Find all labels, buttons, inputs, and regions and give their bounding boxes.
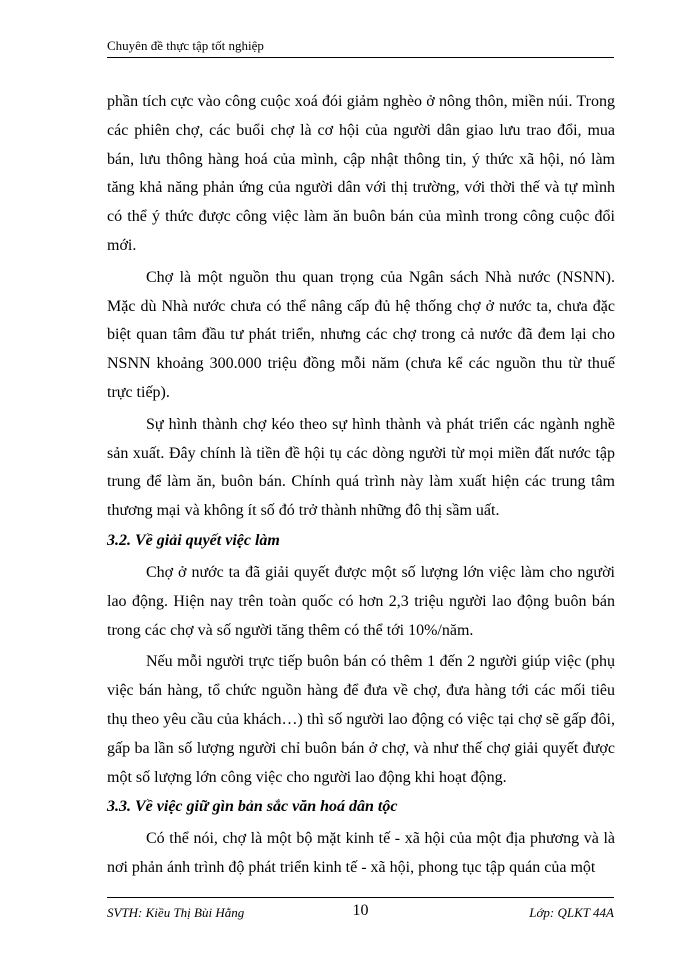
page-footer bbox=[107, 897, 614, 926]
paragraph: Chợ là một nguồn thu quan trọng của Ngân sách Nhà nước (NSNN). Mặc dù Nhà nước chưa có thể nâng cấp đủ hệ thống chợ ở nước ta, chưa đặc biệt quan tâm đầu tư phát triển, nhưng các chợ trong cả nước đã đem lại cho NSNN khoảng 300.000 triệu đồng mỗi năm (chưa kể các nguồn thu từ thuế trực tiếp). bbox=[107, 268, 615, 401]
footer-student: SVTH: Kiều Thị Bùi Hằng bbox=[107, 905, 245, 920]
paragraph: Nếu mỗi người trực tiếp buôn bán có thêm 1 đến 2 người giúp việc (phụ việc bán hàng, tổ chức nguồn hàng để đưa về chợ, đưa hàng tới các mối tiêu thụ theo yêu cầu của khách…) thì số người lao động có việc tại chợ sẽ gấp đôi, gấp ba lần số lượng người chỉ buôn bán ở chợ, và như thế chợ giải quyết được một số lượng lớn công việc cho người lao động khi hoạt động. bbox=[107, 653, 615, 786]
paragraph: Chợ ở nước ta đã giải quyết được một số lượng lớn việc làm cho người lao động. Hiện nay trên toàn quốc có hơn 2,3 triệu người lao động buôn bán trong các chợ và số người tăng thêm có thể tới 10%/năm. bbox=[107, 563, 615, 639]
paragraph: phần tích cực vào công cuộc xoá đói giảm nghèo ở nông thôn, miền núi. Trong các phiên chợ, các buổi chợ là cơ hội của người dân giao lưu trao đổi, mua bán, lưu thông hàng hoá của mình, cập nhật thông tin, ý thức xã hội, nó làm tăng khả năng phản ứng của người dân với thị trường, với thời thế và tự mình có thể ý thức được công việc làm ăn buôn bán của mình trong công cuộc đổi mới. bbox=[107, 93, 615, 254]
page-number: 10 bbox=[352, 902, 369, 919]
footer-class: Lớp: QLKT 44A bbox=[529, 905, 614, 920]
paragraph: Có thể nói, chợ là một bộ mặt kinh tế - xã hội của một địa phương và là nơi phản ánh trình độ phát triển kinh tế - xã hội, phong tục tập quán của một bbox=[107, 830, 615, 877]
section-heading-3-3: 3.3. Về việc giữ gìn bản sắc văn hoá dân tộc bbox=[107, 798, 398, 816]
page-header bbox=[107, 38, 614, 58]
header-title: Chuyên đề thực tập tốt nghiệp bbox=[107, 38, 264, 53]
paragraph: Sự hình thành chợ kéo theo sự hình thành và phát triển các ngành nghề sản xuất. Đây chính là tiền đề hội tụ các dòng người từ mọi miền đất nước tập trung để làm ăn, buôn bán. Chính quá trình này làm xuất hiện các trung tâm thương mại và không ít số đó trở thành những đô thị sầm uất. bbox=[107, 415, 615, 520]
section-heading-3-2: 3.2. Về giải quyết việc làm bbox=[107, 531, 280, 549]
document-body bbox=[107, 88, 615, 886]
